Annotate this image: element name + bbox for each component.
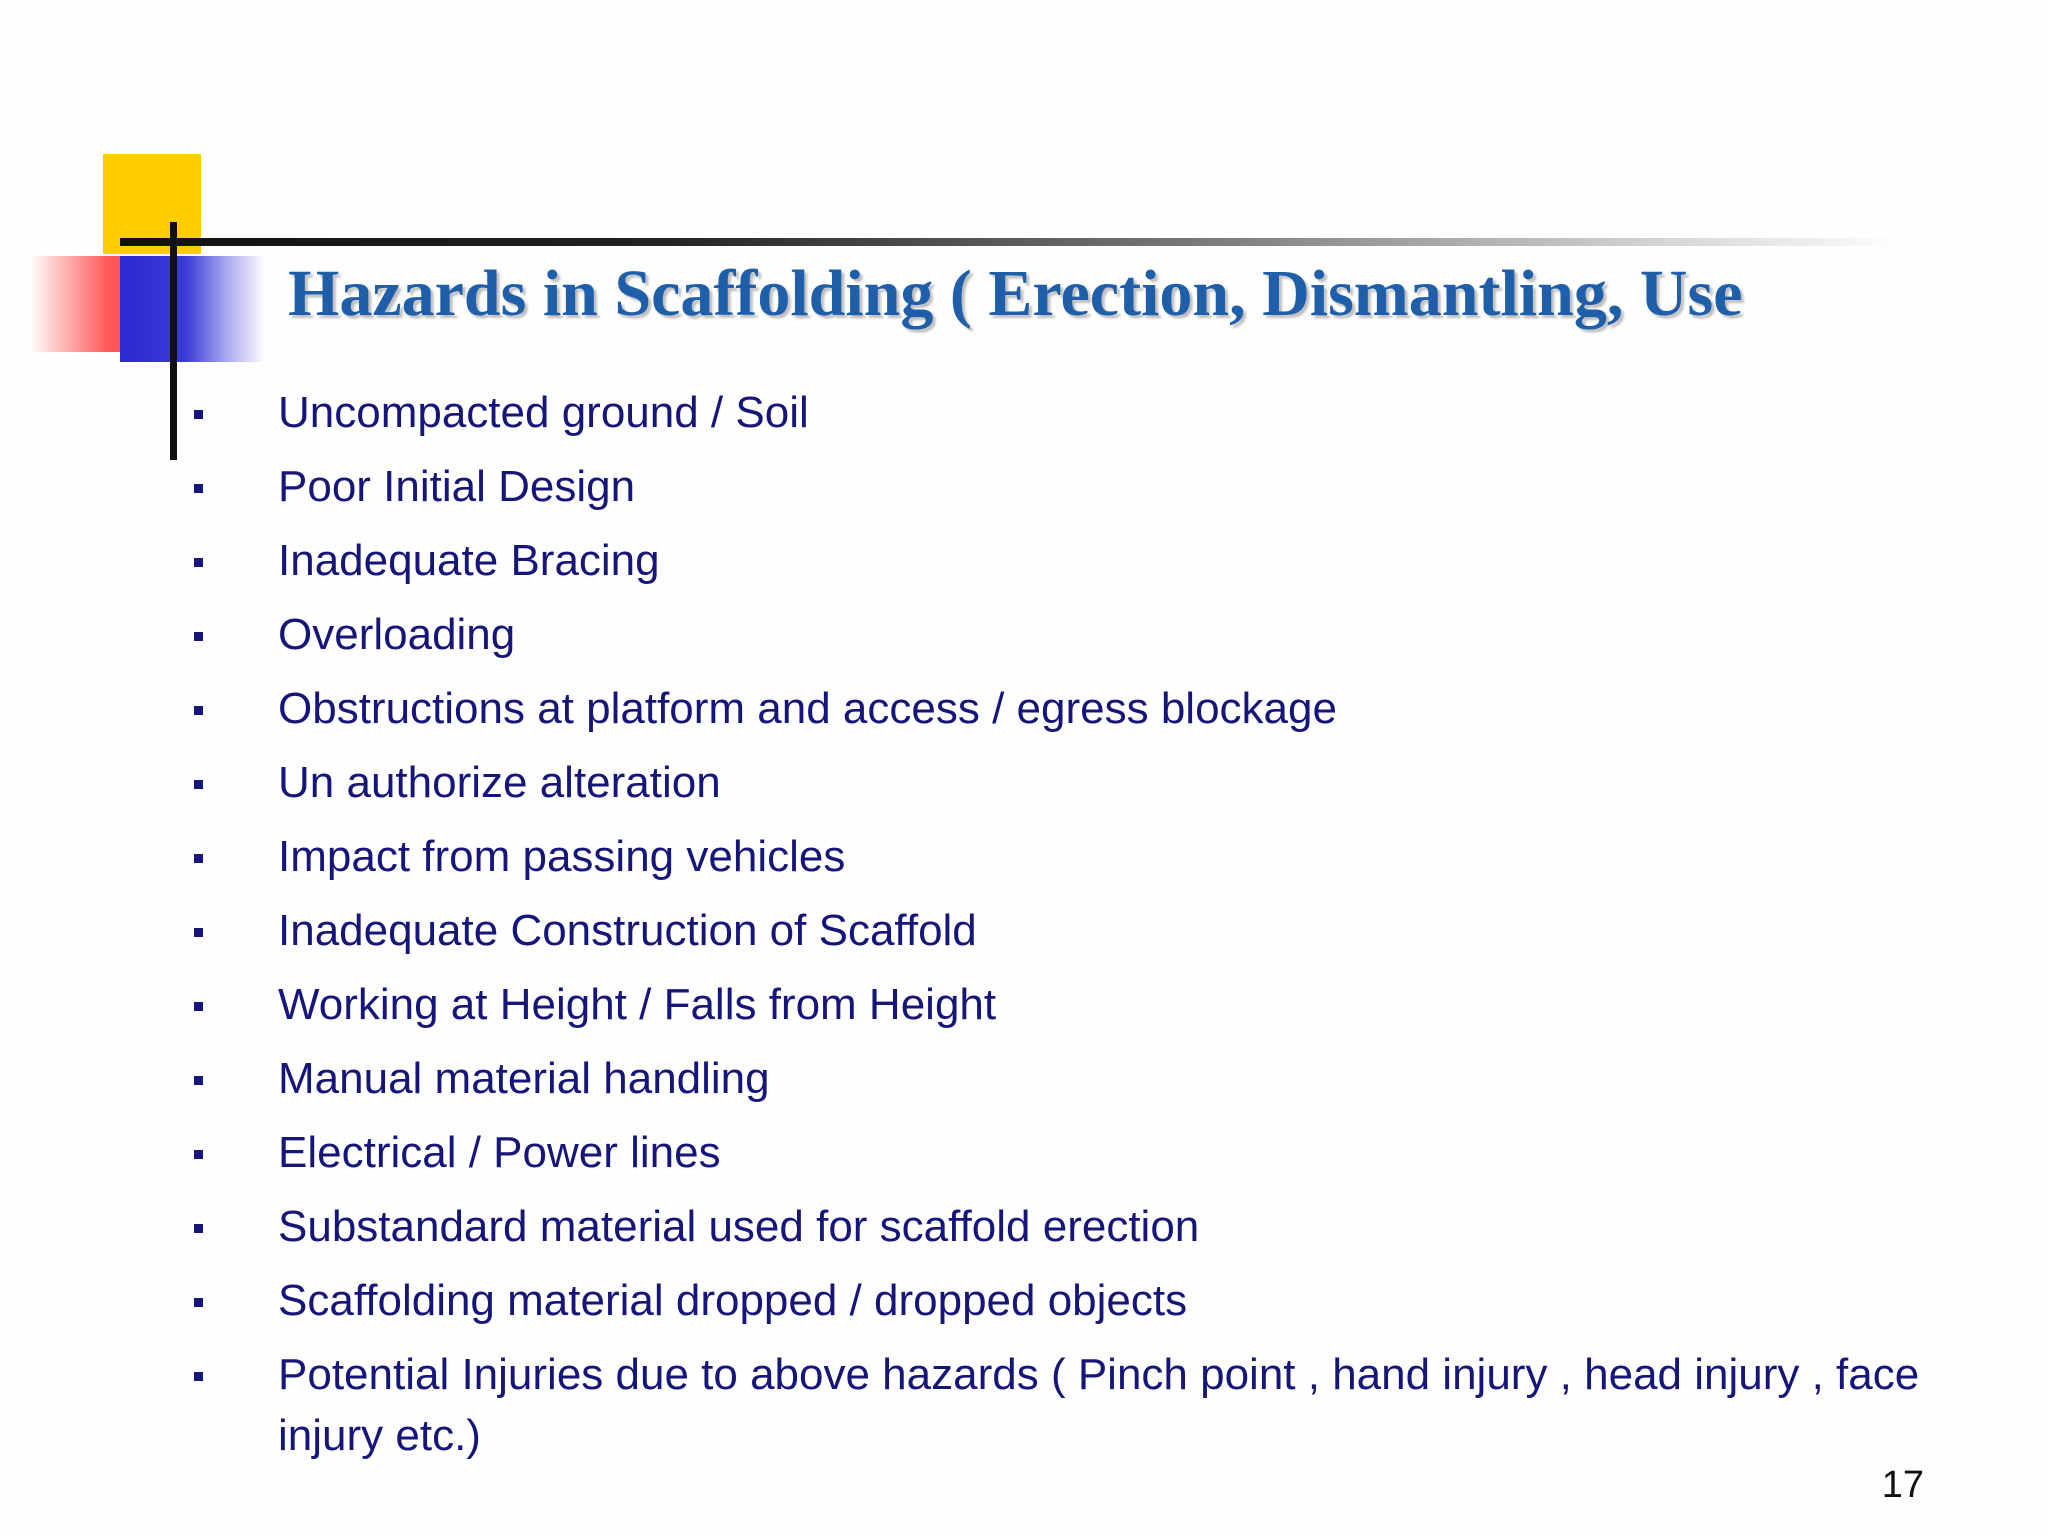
bullet-item xyxy=(190,1048,2030,1109)
bullet-text: Poor Initial Design xyxy=(278,462,636,511)
square-bullet-icon xyxy=(194,558,203,567)
bullet-text: Obstructions at platform and access / egress blockage xyxy=(278,684,1337,733)
bullet-item xyxy=(190,974,2030,1035)
square-bullet-icon xyxy=(194,854,203,863)
bullet-text: Inadequate Construction of Scaffold xyxy=(278,906,977,955)
bullet-item xyxy=(190,604,2030,665)
bullet-text: Inadequate Bracing xyxy=(278,536,660,585)
square-bullet-icon xyxy=(194,410,203,419)
bullet-item xyxy=(190,826,2030,887)
bullet-text: Electrical / Power lines xyxy=(278,1128,721,1177)
bullet-item xyxy=(190,1344,2030,1466)
square-bullet-icon xyxy=(194,1150,203,1159)
square-bullet-icon xyxy=(194,1224,203,1233)
bullet-text: Manual material handling xyxy=(278,1054,770,1103)
square-bullet-icon xyxy=(194,1002,203,1011)
square-bullet-icon xyxy=(194,484,203,493)
decorative-blue-gradient-block xyxy=(120,256,265,362)
bullet-item xyxy=(190,900,2030,961)
bullet-item xyxy=(190,382,2030,443)
bullet-text: Working at Height / Falls from Height xyxy=(278,980,997,1029)
bullet-text: Impact from passing vehicles xyxy=(278,832,846,881)
bullet-text: Substandard material used for scaffold erection xyxy=(278,1202,1200,1251)
bullet-item xyxy=(190,530,2030,591)
bullet-text: Potential Injuries due to above hazards ( Pinch point , hand injury , head injury , face injury etc.) xyxy=(278,1350,1920,1460)
decorative-vertical-line xyxy=(170,222,177,460)
decorative-horizontal-line xyxy=(120,238,1900,246)
bullet-text: Un authorize alteration xyxy=(278,758,721,807)
square-bullet-icon xyxy=(194,780,203,789)
bullet-item xyxy=(190,1122,2030,1183)
square-bullet-icon xyxy=(194,1298,203,1307)
bullet-text: Overloading xyxy=(278,610,516,659)
bullet-item xyxy=(190,752,2030,813)
square-bullet-icon xyxy=(194,706,203,715)
hazard-bullet-list xyxy=(190,382,2030,1479)
bullet-text: Scaffolding material dropped / dropped objects xyxy=(278,1276,1188,1325)
page-number: 17 xyxy=(1881,1464,1924,1506)
bullet-text: Uncompacted ground / Soil xyxy=(278,388,809,437)
bullet-item xyxy=(190,678,2030,739)
square-bullet-icon xyxy=(194,928,203,937)
bullet-item xyxy=(190,1196,2030,1257)
square-bullet-icon xyxy=(194,632,203,641)
bullet-item xyxy=(190,1270,2030,1331)
slide-title: Hazards in Scaffolding ( Erection, Dismantling, Use xyxy=(288,257,1743,330)
bullet-item xyxy=(190,456,2030,517)
square-bullet-icon xyxy=(194,1076,203,1085)
square-bullet-icon xyxy=(194,1372,203,1381)
